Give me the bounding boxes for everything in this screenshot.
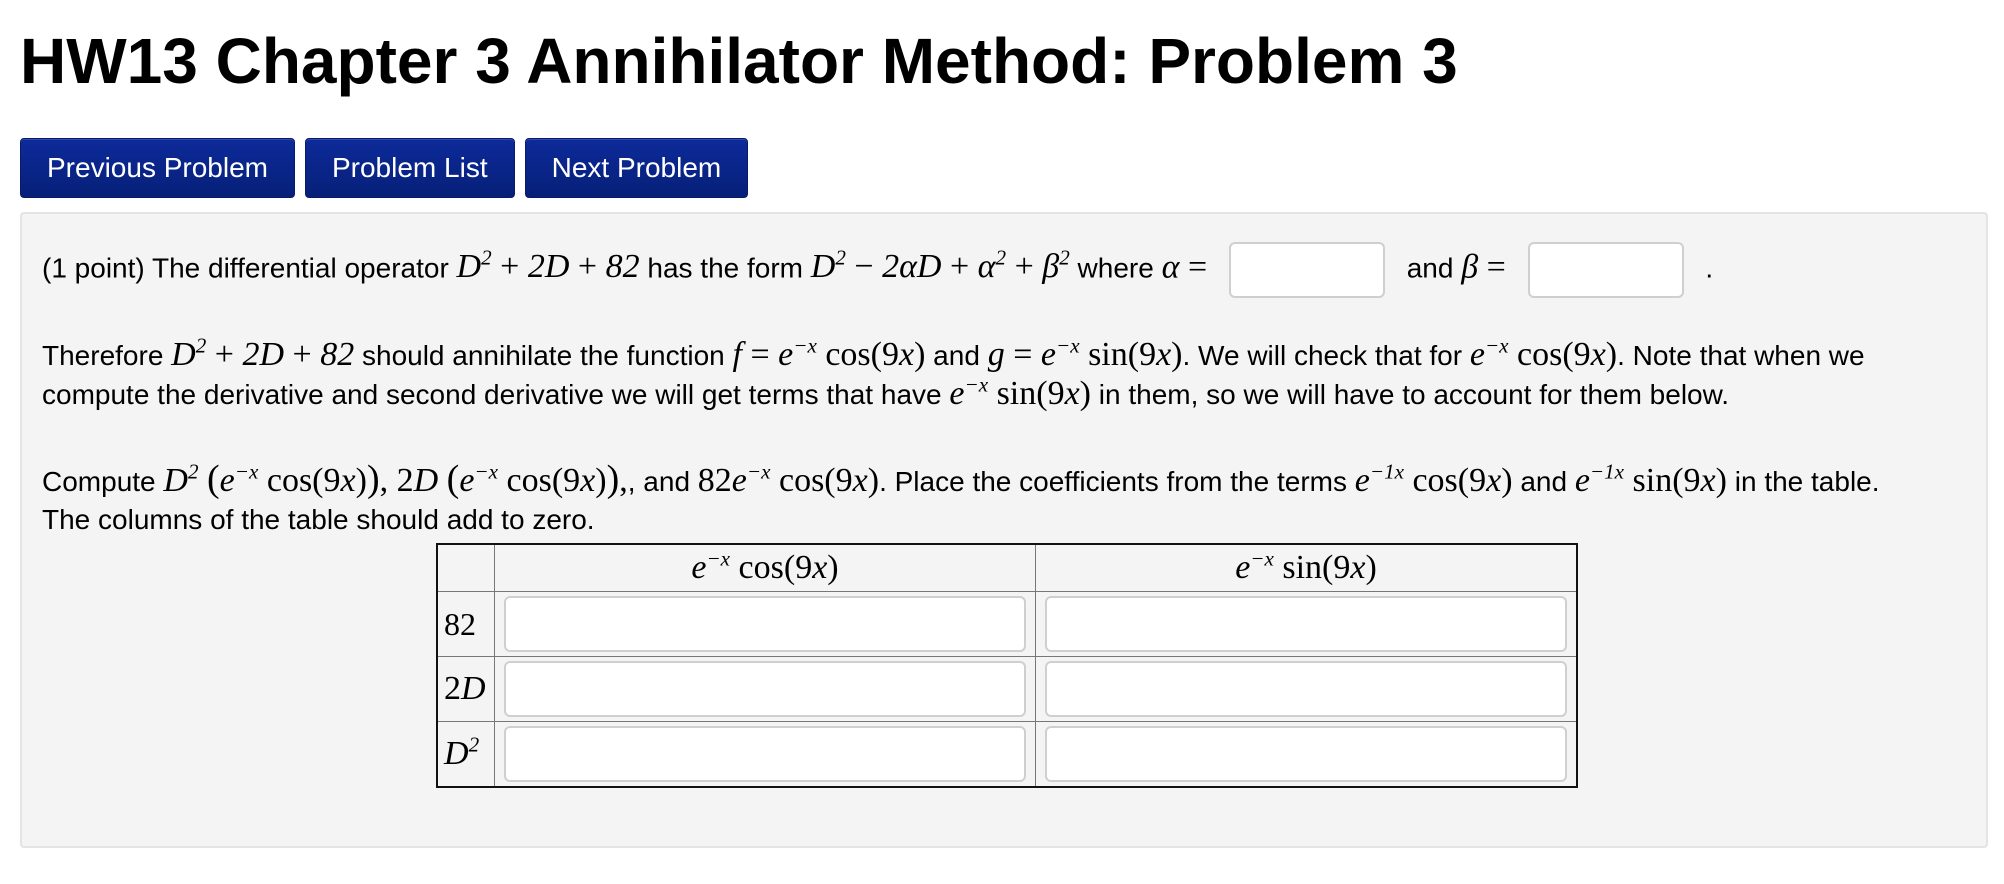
table-cell	[495, 592, 1036, 657]
row-label-second-derivative: $D^2$	[437, 722, 495, 788]
function-g-expression: $g = e^{-x}$ sin(9x)	[987, 333, 1183, 373]
explanation-text: . We will check that for	[1182, 340, 1470, 371]
statement-text: and	[1406, 252, 1462, 284]
column-header-cos: $e^{-x}$ cos(9x)	[495, 544, 1036, 592]
statement-text: has the form	[639, 252, 811, 284]
column-header-sin: $e^{-x}$ sin(9x)	[1036, 544, 1578, 592]
instruction-text: in the table.	[1726, 466, 1880, 497]
sin-term-expression: $e^{-1x}$ sin(9x)	[1574, 459, 1727, 499]
operator-form-expression: $D^2 - 2\alpha D + \alpha^2 + \beta^2$	[810, 245, 1070, 286]
problem-list-button[interactable]: Problem List	[305, 138, 515, 198]
problem-explanation-line	[42, 374, 1729, 415]
problem-instruction-line	[42, 459, 1880, 502]
cos-term-expression: $e^{-1x}$ cos(9x)	[1354, 459, 1513, 499]
sin-term-expression: $e^{-x}$ sin(9x)	[949, 372, 1091, 412]
coefficient-input-82-cos[interactable]	[504, 596, 1026, 652]
explanation-text: in them, so we will have to account for them below.	[1090, 379, 1730, 410]
beta-label: β =	[1461, 248, 1506, 286]
problem-panel	[20, 212, 1988, 848]
table-row	[437, 657, 1577, 722]
row-label-constant: 82	[437, 592, 495, 657]
coefficient-input-d2-sin[interactable]	[1045, 726, 1567, 782]
instruction-text: and	[1512, 466, 1575, 497]
alpha-input[interactable]	[1229, 242, 1385, 298]
table-row	[437, 722, 1577, 788]
row-label-first-derivative: 2D	[437, 657, 495, 722]
explanation-text: and	[925, 340, 988, 371]
next-problem-button[interactable]: Next Problem	[525, 138, 749, 198]
table-cell	[495, 722, 1036, 788]
problem-explanation-line	[42, 335, 1865, 376]
explanation-text: compute the derivative and second derivative we will get terms that have	[42, 379, 950, 410]
statement-text: .	[1705, 252, 1714, 284]
problem-navigation	[20, 138, 748, 198]
table-cell	[1036, 722, 1578, 788]
statement-text: (1 point) The differential operator	[42, 252, 457, 284]
instruction-text: , and	[627, 466, 698, 497]
explanation-text: . Note that when we	[1617, 340, 1865, 371]
page-title: HW13 Chapter 3 Annihilator Method: Problem 3	[20, 25, 1458, 97]
coefficient-input-82-sin[interactable]	[1045, 596, 1567, 652]
function-f-expression: $f = e^{-x}$ cos(9x)	[732, 333, 926, 373]
second-derivative-expression: $D^2$ ($e^{-x}$ cos(9x)), 2D ($e^{-x}$ cos(9x)),	[163, 458, 628, 500]
table-cell	[1036, 592, 1578, 657]
coefficient-input-2d-cos[interactable]	[504, 661, 1026, 717]
table-cell	[495, 657, 1036, 722]
function-f-expression: $e^{-x}$ cos(9x)	[1469, 333, 1618, 373]
table-header-row	[437, 544, 1577, 592]
table-row	[437, 592, 1577, 657]
problem-instruction-line	[42, 500, 595, 540]
problem-statement	[42, 242, 1713, 298]
constant-term-expression: $82e^{-x}$ cos(9x)	[697, 459, 880, 499]
instruction-text: . Place the coefficients from the terms	[879, 466, 1355, 497]
table-cell	[1036, 657, 1578, 722]
instruction-text: Compute	[42, 466, 164, 497]
explanation-text: Therefore	[42, 340, 172, 371]
alpha-label: α =	[1161, 248, 1208, 286]
previous-problem-button[interactable]: Previous Problem	[20, 138, 295, 198]
operator-expression: $D^2 + 2D + 82$	[456, 245, 640, 286]
operator-expression: $D^2 + 2D + 82$	[171, 333, 355, 373]
instruction-text: The columns of the table should add to zero.	[42, 504, 595, 535]
table-corner-cell	[437, 544, 495, 592]
coefficient-input-2d-sin[interactable]	[1045, 661, 1567, 717]
statement-text: where	[1069, 252, 1162, 284]
coefficient-table	[436, 543, 1578, 788]
explanation-text: should annihilate the function	[354, 340, 733, 371]
coefficient-input-d2-cos[interactable]	[504, 726, 1026, 782]
beta-input[interactable]	[1528, 242, 1684, 298]
